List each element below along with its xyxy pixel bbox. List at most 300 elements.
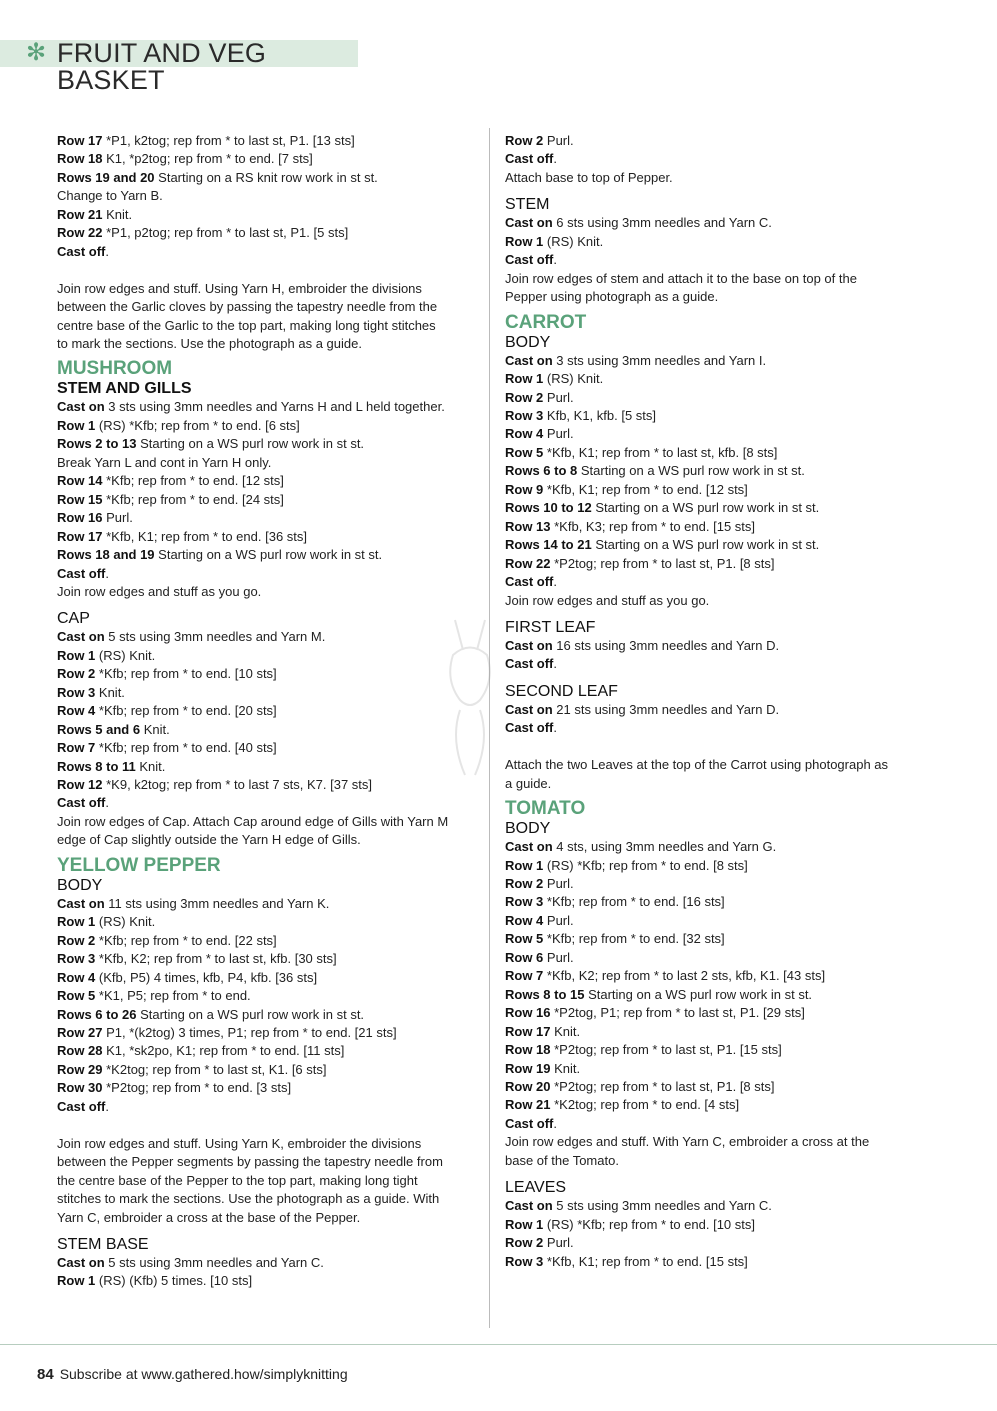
instruction-text: *Kfb, K2; rep from * to last 2 sts, kfb, K1. [43 sts]	[543, 968, 826, 984]
instruction-line	[57, 187, 477, 205]
instruction-line	[505, 270, 925, 288]
instruction-label: Row 18	[505, 1042, 551, 1058]
instruction-text: *Kfb; rep from * to end. [32 sts]	[543, 931, 725, 947]
instruction-line	[505, 1234, 925, 1252]
instruction-text: *K9, k2tog; rep from * to last 7 sts, K7. [37 sts]	[102, 777, 373, 793]
instruction-label: Row 17	[505, 1023, 551, 1039]
spacer	[57, 261, 477, 279]
instruction-text: *P1, p2tog; rep from * to last st, P1. [5 sts]	[102, 225, 349, 241]
instruction-text: .	[553, 252, 558, 268]
instruction-text: centre base of the Garlic to the top part, making long tight stitches	[57, 317, 436, 333]
instruction-label: Row 17	[57, 528, 103, 544]
instruction-line	[505, 389, 925, 407]
instruction-label: Row 21	[57, 206, 103, 222]
instruction-label: Cast off	[505, 720, 554, 736]
instruction-label: Row 2	[57, 666, 96, 682]
instruction-text: 5 sts using 3mm needles and Yarn M.	[104, 629, 326, 645]
instruction-label: Rows 8 to 11	[57, 758, 136, 774]
instruction-label: Row 22	[57, 225, 103, 241]
instruction-text: *Kfb, K1; rep from * to end. [36 sts]	[102, 528, 308, 544]
instruction-label: Cast off	[57, 243, 106, 259]
instruction-line	[57, 702, 477, 720]
spacer	[505, 674, 925, 682]
instruction-text: *K2tog; rep from * to end. [4 sts]	[550, 1097, 740, 1113]
instruction-label: Row 2	[505, 1235, 544, 1251]
instruction-line	[57, 969, 477, 987]
instruction-text: 6 sts using 3mm needles and Yarn C.	[552, 215, 772, 231]
instruction-line	[505, 1096, 925, 1114]
instruction-text: (RS) *Kfb; rep from * to end. [10 sts]	[543, 1216, 755, 1232]
instruction-line	[57, 398, 477, 416]
instruction-line	[57, 528, 477, 546]
instruction-text: Purl.	[543, 426, 574, 442]
instruction-line	[57, 831, 477, 849]
instruction-label: Row 2	[505, 389, 544, 405]
instruction-line	[57, 509, 477, 527]
subheading-second-leaf: SECOND LEAF	[505, 682, 618, 700]
right-column	[505, 132, 925, 1271]
instruction-label: Cast on	[505, 215, 553, 231]
instruction-text: (Kfb, P5) 4 times, kfb, P4, kfb. [36 sts]	[95, 969, 318, 985]
instruction-text: .	[553, 720, 558, 736]
instruction-line	[505, 233, 925, 251]
instruction-label: Row 28	[57, 1043, 103, 1059]
instruction-line	[57, 758, 477, 776]
instruction-text: Starting on a WS purl row work in st st.	[136, 436, 365, 452]
instruction-label: Row 16	[505, 1005, 551, 1021]
instruction-line	[505, 592, 925, 610]
instruction-text: Starting on a WS purl row work in st st.	[591, 500, 820, 516]
instruction-label: Row 3	[505, 407, 544, 423]
instruction-line	[57, 895, 477, 913]
spacer	[505, 187, 925, 195]
instruction-line	[505, 444, 925, 462]
instruction-line	[57, 932, 477, 950]
instruction-text: K1, *sk2po, K1; rep from * to end. [11 sts]	[102, 1043, 345, 1059]
instruction-text: Purl.	[543, 876, 574, 892]
instruction-line	[57, 206, 477, 224]
instruction-text: *P2tog; rep from * to end. [3 sts]	[102, 1080, 292, 1096]
instruction-line	[505, 701, 925, 719]
instruction-line	[505, 930, 925, 948]
instruction-line	[505, 555, 925, 573]
instruction-line	[57, 1172, 477, 1190]
section-heading-yellow-pepper: YELLOW PEPPER	[57, 854, 221, 876]
instruction-line	[57, 435, 477, 453]
spacer	[57, 601, 477, 609]
section-heading-carrot: CARROT	[505, 311, 587, 333]
instruction-text: stitches to mark the sections. Use the photograph as a guide. With	[57, 1191, 440, 1207]
instruction-text: Purl.	[543, 1235, 574, 1251]
instruction-line	[57, 987, 477, 1005]
instruction-label: Rows 6 to 8	[505, 463, 578, 479]
instruction-text: *Kfb, K2; rep from * to last st, kfb. [30 sts]	[95, 951, 337, 967]
instruction-text: *Kfb; rep from * to end. [12 sts]	[102, 473, 284, 489]
instruction-label: Row 20	[505, 1079, 551, 1095]
instruction-line	[57, 813, 477, 831]
instruction-text: Join row edges of Cap. Attach Cap around edge of Gills with Yarn M	[57, 813, 449, 829]
instruction-text: .	[553, 574, 558, 590]
instruction-label: Row 6	[505, 949, 544, 965]
instruction-text: 5 sts using 3mm needles and Yarn C.	[104, 1254, 324, 1270]
instruction-line	[57, 243, 477, 261]
instruction-line	[57, 647, 477, 665]
footer	[37, 1366, 348, 1383]
instruction-text: Pepper using photograph as a guide.	[505, 289, 719, 305]
instruction-label: Cast on	[57, 399, 105, 415]
instruction-label: Row 15	[57, 491, 103, 507]
instruction-text: *P2tog; rep from * to last st, P1. [8 sts]	[550, 555, 775, 571]
instruction-line	[505, 536, 925, 554]
instruction-text: Knit.	[95, 684, 125, 700]
instruction-text: *Kfb, K1; rep from * to last st, kfb. [8 sts]	[543, 444, 778, 460]
instruction-text: Change to Yarn B.	[57, 188, 163, 204]
instruction-label: Row 2	[57, 932, 96, 948]
instruction-line	[505, 1115, 925, 1133]
instruction-text: Starting on a WS purl row work in st st.	[584, 986, 813, 1002]
instruction-text: *P2tog; rep from * to last st, P1. [15 sts]	[550, 1042, 782, 1058]
subheading-stem-base: STEM BASE	[57, 1235, 149, 1253]
instruction-text: *Kfb, K3; rep from * to end. [15 sts]	[550, 518, 756, 534]
section-heading-mushroom: MUSHROOM	[57, 358, 173, 380]
instruction-line	[57, 298, 477, 316]
instruction-line	[57, 417, 477, 435]
instruction-label: Row 4	[505, 426, 544, 442]
instruction-line	[57, 1024, 477, 1042]
spacer	[505, 610, 925, 618]
instruction-line	[505, 986, 925, 1004]
instruction-text: *Kfb; rep from * to end. [20 sts]	[95, 703, 277, 719]
instruction-line	[505, 949, 925, 967]
instruction-line	[57, 1098, 477, 1116]
footer-subscribe-text: Subscribe at www.gathered.how/simplyknitting	[59, 1366, 348, 1382]
instruction-label: Cast on	[505, 839, 553, 855]
instruction-label: Row 4	[505, 912, 544, 928]
instruction-label: Rows 19 and 20	[57, 169, 155, 185]
instruction-text: Knit.	[140, 721, 170, 737]
instruction-label: Row 1	[57, 914, 96, 930]
instruction-line	[505, 1078, 925, 1096]
instruction-label: Cast on	[505, 637, 553, 653]
instruction-label: Row 29	[57, 1061, 103, 1077]
subheading-stem: STEM	[505, 196, 550, 214]
instruction-text: *K1, P5; rep from * to end.	[95, 988, 251, 1004]
instruction-text: .	[105, 243, 110, 259]
instruction-line	[505, 655, 925, 673]
instruction-label: Row 5	[505, 931, 544, 947]
instruction-line	[505, 1133, 925, 1151]
instruction-line	[505, 425, 925, 443]
subheading-first-leaf: FIRST LEAF	[505, 618, 596, 636]
instruction-line	[57, 665, 477, 683]
instruction-line	[57, 776, 477, 794]
instruction-line	[57, 1272, 477, 1290]
instruction-text: Attach base to top of Pepper.	[505, 169, 673, 185]
instruction-line	[505, 481, 925, 499]
instruction-label: Rows 18 and 19	[57, 547, 155, 563]
instruction-label: Rows 10 to 12	[505, 500, 592, 516]
instruction-text: Knit.	[550, 1023, 581, 1039]
instruction-line	[505, 775, 925, 793]
instruction-text: to mark the sections. Use the photograph as a guide.	[57, 335, 362, 351]
instruction-text: *Kfb; rep from * to end. [24 sts]	[102, 491, 284, 507]
instruction-line	[505, 288, 925, 306]
instruction-line	[57, 280, 477, 298]
instruction-label: Row 18	[57, 151, 103, 167]
instruction-label: Cast on	[57, 629, 105, 645]
subheading-leaves: LEAVES	[505, 1179, 567, 1197]
instruction-text: 21 sts using 3mm needles and Yarn D.	[552, 701, 780, 717]
instruction-line	[57, 1135, 477, 1153]
instruction-line	[57, 1042, 477, 1060]
spacer	[57, 1227, 477, 1235]
instruction-text: Starting on a WS purl row work in st st.	[591, 537, 820, 553]
instruction-label: Cast on	[505, 1198, 553, 1214]
instruction-text: .	[553, 656, 558, 672]
instruction-text: .	[553, 151, 558, 167]
instruction-label: Row 1	[57, 647, 96, 663]
instruction-line	[57, 1079, 477, 1097]
section-heading-tomato: TOMATO	[505, 798, 586, 820]
instruction-label: Row 5	[505, 444, 544, 460]
instruction-line	[505, 1060, 925, 1078]
instruction-label: Cast off	[57, 565, 106, 581]
instruction-text: Starting on a WS purl row work in st st.	[136, 1006, 365, 1022]
instruction-line	[505, 1023, 925, 1041]
instruction-label: Row 7	[505, 968, 544, 984]
subheading-stem-and-gills: STEM AND GILLS	[57, 380, 192, 398]
instruction-line	[505, 1004, 925, 1022]
instruction-label: Row 27	[57, 1025, 103, 1041]
instruction-label: Row 19	[505, 1060, 551, 1076]
instruction-line	[505, 967, 925, 985]
spacer	[505, 1170, 925, 1178]
instruction-text: Kfb, K1, kfb. [5 sts]	[543, 407, 657, 423]
instruction-label: Row 22	[505, 555, 551, 571]
instruction-label: Cast off	[57, 1098, 106, 1114]
instruction-line	[57, 454, 477, 472]
instruction-line	[505, 719, 925, 737]
instruction-label: Row 7	[57, 740, 96, 756]
instruction-line	[57, 546, 477, 564]
instruction-text: edge of Cap slightly outside the Yarn H edge of Gills.	[57, 832, 361, 848]
instruction-line	[57, 583, 477, 601]
instruction-text: the centre base of the Pepper to the top part, making long tight	[57, 1172, 418, 1188]
instruction-line	[57, 739, 477, 757]
instruction-line	[57, 1061, 477, 1079]
instruction-text: *P2tog; rep from * to last st, P1. [8 sts]	[550, 1079, 775, 1095]
instruction-text: *Kfb; rep from * to end. [16 sts]	[543, 894, 725, 910]
instruction-text: 16 sts using 3mm needles and Yarn D.	[552, 637, 780, 653]
instruction-line	[57, 1254, 477, 1272]
instruction-line	[505, 893, 925, 911]
instruction-text: Purl.	[543, 912, 574, 928]
section-header	[0, 38, 358, 95]
instruction-label: Row 12	[57, 777, 103, 793]
instruction-text: Purl.	[543, 133, 574, 148]
instruction-text: Join row edges and stuff. Using Yarn H, embroider the divisions	[57, 280, 422, 296]
instruction-label: Cast off	[57, 795, 106, 811]
instruction-label: Cast on	[57, 1254, 105, 1270]
instruction-text: Starting on a WS purl row work in st st.	[154, 547, 383, 563]
instruction-label: Cast off	[505, 574, 554, 590]
instruction-text: 3 sts using 3mm needles and Yarns H and L held together.	[104, 399, 445, 415]
instruction-text: 11 sts using 3mm needles and Yarn K.	[104, 895, 330, 911]
instruction-line	[505, 169, 925, 187]
instruction-line	[505, 756, 925, 774]
instruction-text: 4 sts, using 3mm needles and Yarn G.	[552, 839, 777, 855]
instruction-text: Knit.	[135, 758, 166, 774]
instruction-text: Join row edges and stuff as you go.	[57, 583, 262, 599]
instruction-text: .	[105, 565, 110, 581]
instruction-line	[57, 491, 477, 509]
instruction-line	[57, 794, 477, 812]
instruction-line	[57, 628, 477, 646]
instruction-text: .	[105, 1098, 110, 1114]
instruction-label: Row 2	[505, 876, 544, 892]
instruction-label: Cast off	[505, 656, 554, 672]
instruction-text: *Kfb; rep from * to end. [22 sts]	[95, 932, 277, 948]
instruction-text: *P1, k2tog; rep from * to last st, P1. [13 sts]	[102, 133, 355, 148]
instruction-line	[505, 132, 925, 150]
instruction-line	[505, 573, 925, 591]
instruction-line	[57, 1190, 477, 1208]
instruction-text: (RS) Knit.	[95, 914, 156, 930]
instruction-text: Starting on a WS purl row work in st st.	[577, 463, 805, 479]
instruction-text: (RS) Knit.	[543, 233, 604, 249]
instruction-text: Knit.	[102, 206, 133, 222]
instruction-text: *Kfb, K1; rep from * to end. [12 sts]	[543, 481, 748, 497]
instruction-label: Row 4	[57, 703, 96, 719]
instruction-text: a guide.	[505, 775, 552, 791]
instruction-text: K1, *p2tog; rep from * to end. [7 sts]	[102, 151, 313, 167]
instruction-text: Starting on a RS knit row work in st st.	[154, 169, 378, 185]
instruction-label: Rows 6 to 26	[57, 1006, 137, 1022]
instruction-line	[505, 370, 925, 388]
instruction-text: Yarn C, embroider a cross at the base of the Pepper.	[57, 1209, 361, 1225]
instruction-line	[505, 518, 925, 536]
instruction-text: (RS) *Kfb; rep from * to end. [8 sts]	[543, 857, 748, 873]
instruction-label: Cast on	[57, 895, 105, 911]
subheading-cap: CAP	[57, 610, 90, 628]
instruction-line	[505, 875, 925, 893]
instruction-text: 3 sts using 3mm needles and Yarn I.	[552, 352, 767, 368]
instruction-line	[57, 224, 477, 242]
page-number: 84	[37, 1366, 54, 1383]
instruction-text: P1, *(k2tog) 3 times, P1; rep from * to end. [21 sts]	[102, 1025, 397, 1041]
spacer	[57, 1116, 477, 1134]
instruction-line	[57, 150, 477, 168]
instruction-text: .	[553, 1115, 558, 1131]
instruction-text: *K2tog; rep from * to last st, K1. [6 sts]	[102, 1061, 327, 1077]
instruction-label: Row 13	[505, 518, 551, 534]
instruction-text: (RS) Knit.	[95, 647, 156, 663]
instruction-line	[505, 1253, 925, 1271]
instruction-text: (RS) *Kfb; rep from * to end. [6 sts]	[95, 417, 300, 433]
instruction-line	[505, 352, 925, 370]
instruction-label: Row 1	[505, 233, 544, 249]
instruction-text: *P2tog, P1; rep from * to last st, P1. [29 sts]	[550, 1005, 805, 1021]
instruction-label: Row 21	[505, 1097, 551, 1113]
instruction-label: Row 14	[57, 473, 103, 489]
instruction-label: Row 1	[57, 417, 96, 433]
instruction-label: Cast off	[505, 151, 554, 167]
instruction-text: between the Pepper segments by passing the tapestry needle from	[57, 1154, 443, 1170]
instruction-text: Join row edges and stuff. Using Yarn K, embroider the divisions	[57, 1135, 422, 1151]
instruction-line	[505, 251, 925, 269]
instruction-label: Cast on	[505, 352, 553, 368]
instruction-line	[57, 169, 477, 187]
instruction-text: *Kfb, K1; rep from * to end. [15 sts]	[543, 1253, 748, 1269]
instruction-line	[57, 950, 477, 968]
instruction-text: Knit.	[550, 1060, 581, 1076]
instruction-text: (RS) Knit.	[543, 371, 604, 387]
instruction-line	[57, 1209, 477, 1227]
instruction-line	[505, 857, 925, 875]
instruction-label: Row 3	[57, 684, 96, 700]
instruction-line	[57, 721, 477, 739]
instruction-label: Row 16	[57, 510, 103, 526]
page-title: FRUIT AND VEG BASKET	[57, 38, 267, 95]
instruction-label: Row 1	[505, 371, 544, 387]
instruction-label: Row 1	[57, 1273, 96, 1289]
instruction-line	[505, 637, 925, 655]
instruction-line	[505, 912, 925, 930]
instruction-label: Row 9	[505, 481, 544, 497]
instruction-line	[57, 1153, 477, 1171]
instruction-text: Purl.	[543, 389, 574, 405]
instruction-line	[57, 132, 477, 150]
footer-rule	[0, 1344, 997, 1345]
instruction-line	[57, 472, 477, 490]
clover-icon: ✻	[26, 39, 47, 66]
instruction-text: Break Yarn L and cont in Yarn H only.	[57, 454, 272, 470]
instruction-label: Rows 8 to 15	[505, 986, 585, 1002]
instruction-text: Attach the two Leaves at the top of the Carrot using photograph as	[505, 757, 889, 773]
instruction-text: *Kfb; rep from * to end. [40 sts]	[95, 740, 277, 756]
instruction-label: Row 5	[57, 988, 96, 1004]
instruction-text: Purl.	[543, 949, 574, 965]
instruction-text: *Kfb; rep from * to end. [10 sts]	[95, 666, 277, 682]
instruction-label: Cast off	[505, 1115, 554, 1131]
subheading-body: BODY	[57, 876, 103, 894]
instruction-line	[505, 499, 925, 517]
instruction-line	[505, 462, 925, 480]
instruction-text: (RS) (Kfb) 5 times. [10 sts]	[95, 1273, 253, 1289]
instruction-line	[57, 684, 477, 702]
subheading-body: BODY	[505, 333, 551, 351]
instruction-text: Join row edges of stem and attach it to the base on top of the	[505, 270, 857, 286]
instruction-label: Row 3	[57, 951, 96, 967]
instruction-label: Row 30	[57, 1080, 103, 1096]
instruction-line	[505, 1152, 925, 1170]
instruction-line	[505, 1197, 925, 1215]
instruction-label: Row 3	[505, 894, 544, 910]
instruction-line	[505, 150, 925, 168]
left-column	[57, 132, 477, 1291]
instruction-text: Purl.	[102, 510, 133, 526]
subheading-body: BODY	[505, 820, 551, 838]
instruction-text: Join row edges and stuff as you go.	[505, 592, 710, 608]
instruction-text: .	[105, 795, 110, 811]
instruction-text: 5 sts using 3mm needles and Yarn C.	[552, 1198, 772, 1214]
instruction-line	[505, 838, 925, 856]
instruction-label: Row 3	[505, 1253, 544, 1269]
instruction-label: Rows 2 to 13	[57, 436, 137, 452]
instruction-line	[505, 407, 925, 425]
instruction-line	[57, 335, 477, 353]
instruction-label: Row 4	[57, 969, 96, 985]
